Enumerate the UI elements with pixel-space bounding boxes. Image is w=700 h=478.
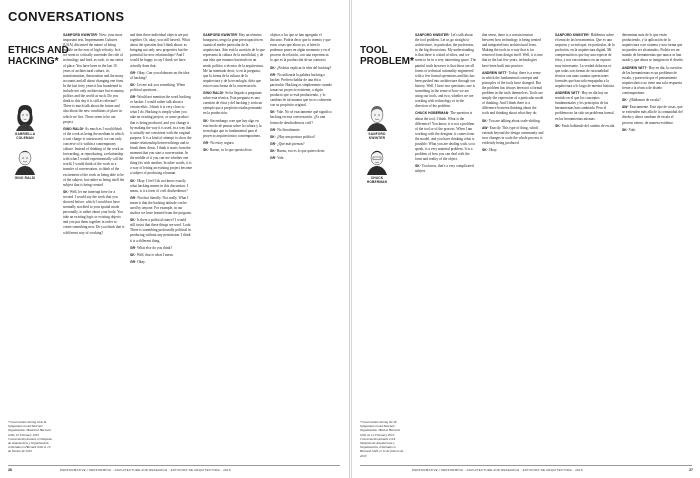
speaker-name: CHUCK HOBERMAN <box>415 111 449 116</box>
speaker-name: SK <box>130 82 135 87</box>
speaker-name: GR <box>270 141 276 146</box>
interview-paragraph <box>482 148 544 153</box>
interview-paragraph <box>270 33 332 64</box>
speaker-name: SK <box>482 118 487 123</box>
interview-paragraph <box>482 33 544 69</box>
paragraph-text: and then these individual objects are put together. Or, okay, you still haven't. What about the question that I think about: as bringing not only new properties but the potential for new relationships? And I would be happy to say I think we have actually done that. <box>130 33 190 68</box>
interview-paragraph <box>415 111 477 162</box>
speaker-name: GR <box>130 195 136 200</box>
article-column-english-1 <box>63 33 125 453</box>
speaker-name: SK <box>270 134 275 139</box>
paragraph-text: - Would not mention the word hacking or hacker. I would rather talk about a certain ethic. I think it is very close to what I do. Hacking is simply when you take an existing project, or some product that is being produced, and you change it by making the way it is used, in a way that is actually not consistent with the original purpose. It is a kind of attempt to show the innate relationship between things and to break them down. I think it starts from the moment that you start a conversation. In the middle of it you can see whether one thing fits with another. In other words, it is a way of letting an existing project become a subject of producing a human. <box>130 95 192 176</box>
interview-paragraph <box>203 91 265 116</box>
page-number: 27 <box>689 468 693 472</box>
speaker-name: SK <box>130 252 135 257</box>
interview-paragraph <box>270 73 332 109</box>
article-column-english-2 <box>130 33 192 453</box>
paragraph-text: - Okay. <box>135 259 146 264</box>
page-number: 26 <box>8 468 12 472</box>
speaker-name: GINO RALDI <box>63 126 83 131</box>
speaker-name: SK <box>622 98 627 103</box>
interview-paragraph <box>63 127 125 188</box>
interview-paragraph <box>622 128 684 133</box>
speaker-name: SK <box>270 65 275 70</box>
interview-paragraph <box>482 71 544 117</box>
speaker-name: SAMFORD KWINTER <box>203 33 237 37</box>
interview-paragraph <box>203 33 265 89</box>
interview-paragraph <box>130 246 192 251</box>
speaker-name: SK <box>622 127 627 132</box>
article-subtitle: ETHICS AND HACKING* <box>8 45 69 67</box>
paragraph-text: - No estoy seguro. <box>208 140 235 145</box>
paragraph-text: - Well, that is what I mean. <box>134 252 174 257</box>
speaker-name: ANDREW WITT <box>622 65 647 70</box>
interview-paragraph <box>270 156 332 161</box>
interview-paragraph <box>130 83 192 93</box>
paragraph-text: - Exactly. This type of thing, which extends beyond the design community and now changes in scale the whole process is evidently being produced. <box>482 125 544 145</box>
running-footer: PERFORMATIVE / PERFORMING · ARCHITECTURE AND RESEARCH · ESTUDIOS DE ARQUITECTURA · 2010 <box>412 468 583 472</box>
speaker-name: GR <box>130 70 136 75</box>
article-column-spanish-1 <box>203 33 265 453</box>
interview-paragraph <box>130 179 192 194</box>
article-column-english-1 <box>415 33 477 453</box>
speaker-name: SAMFORD KWINTER <box>63 33 97 37</box>
paragraph-text: - Bueno, es lo que quería decir. <box>207 147 253 152</box>
paragraph-text: - Now: your most important text, Impermanent Cultures (UAA) discussed the nature of being mobile on the eras of high velocity. In it we seem to critically surrender the role of technology and lead, as such, to our sense of place. You have been in the last 10 years of architectural culture, its transformation, theorization and the many accounts and all about changing one form. In the last forty years it has broadened to include not only architecture but economy, politics and the world as such. Do you think to this day it is still as relevant? There is much talk about the future and also about the new conditions of place in which we live. Those seem to be our project. <box>63 33 125 124</box>
interview-paragraph <box>415 164 477 174</box>
interview-paragraph <box>63 33 125 125</box>
portrait-caption: GABRIELLA COLEMAN <box>14 132 36 140</box>
speaker-name: AW <box>482 125 488 130</box>
paragraph-text: - No literalmente. <box>275 127 301 132</box>
interview-paragraph <box>130 95 192 177</box>
paragraph-text: - Hablemos sobre el tema de las herramientas. Que es una sorpresa y su enfoque, en particular, de la profesión, en la arquitectura digital. Mi comprensión es que hay una especie de ética, y nos encontramos en un espacio muy interesante. La verdad dolorosa es que todas son formas de racionalidad técnica con unas cuantas operaciones formales que han sido empujadas a la arquitectura a lo largo de nuestra historia. <box>555 33 615 88</box>
interview-paragraph <box>203 119 265 139</box>
paragraph-text: - Vale. <box>275 155 285 160</box>
footnote: *Conversation during the IX Symposium on Architecture Organization. Held at Harvard GSD on 12 February 2010 Conversación durante el IX Simposio de Arquitectura y Organización, celebrado en Harvard GSD, el 12 de febrero de 2010 <box>360 420 404 458</box>
running-footer: PERFORMATIVE / PERFORMING · ARCHITECTURE AND RESEARCH · ESTUDIOS DE ARQUITECTURA · 2010 <box>60 468 231 472</box>
paragraph-text: - Bueno, eso es lo que quiero decir. <box>274 148 326 153</box>
speaker-name: GR <box>130 245 136 250</box>
paragraph-text: - Hoy en día, la cuestión de las herramientas es un problema de escala, y parecería que el pensamiento arquitectónico no tiene una sola respuesta frente a la técnica de diseño contemporánea. <box>622 65 682 96</box>
portrait-caption: GINO RALDI <box>14 176 36 180</box>
interview-paragraph <box>130 253 192 258</box>
paragraph-text: - What else do you think? <box>135 245 173 250</box>
interview-paragraph <box>63 190 125 236</box>
speaker-name: SK <box>555 123 560 128</box>
interview-paragraph <box>203 141 265 146</box>
paragraph-text: - Sin embargo creo que hay algo en este modo de pensar sobre la cultura y la tecnología que es fundamental para el proyecto arquitectónico contemporáneo. <box>203 118 262 138</box>
speaker-name: SK <box>415 164 420 169</box>
speaker-name: SK <box>63 189 68 194</box>
footnote: *Conversation during Gino R. Symposium on Architecture Organization. Hosted at Harvard GSD, 10 February 2010 Conversación durante el Simposio de Arquitectura y Organización, celebrado en Harvard GSD el 10 de febrero de 2010 <box>8 420 53 454</box>
paragraph-text: - Not that literally. Not really. What I mean is that the hacking attitude can be used by anyone. For example, in our studios we have learned from the program. <box>130 195 192 216</box>
paragraph-text: - Hay un término bourguesa, tengo la gran preocupación en cuanto al medio particular de la arquitectura. Aún está la cuestión de lo que representa la cultura de la movilidad, y de una idea que estamos haciendo en un modo político o técnico de la arquitectura. Me ha intentado decir, si en la pregunta, que la forma de la cultura de la arquitectura y de la tecnología, diría que esta es una forma de la conversación. <box>203 33 265 88</box>
right-page <box>351 0 700 478</box>
speaker-name: GR <box>130 95 136 100</box>
interview-paragraph <box>130 218 192 243</box>
portrait-caption: SANFORD KWINTER <box>368 132 386 140</box>
speaker-name: AW <box>622 105 628 110</box>
interview-paragraph <box>555 124 617 129</box>
interview-paragraph <box>622 98 684 103</box>
paragraph-text: - Hoy en día hay un sentido en el que los conceptos fundamentales y los principios de las herramientas han cambiado. Pero el problema no ha sido un problema formal en las herramientas mismas. <box>555 91 614 121</box>
paragraph-text: - You are talking about scale-shifting. <box>486 118 541 123</box>
interview-paragraph <box>555 33 617 89</box>
speaker-name: SK <box>270 110 275 115</box>
speaker-name: ANDREW WITT <box>555 91 580 96</box>
footer-rule <box>360 465 692 466</box>
speaker-name: SANFORD KWINTER <box>415 33 449 37</box>
interview-paragraph <box>622 66 684 97</box>
paragraph-text: - Se ha llegado a preguntas sobre esta técnica. Esta pregunta es una cuestión de ética y del hacking y sería un ejemplo que a propósito estaba pensando en la producción. <box>203 91 263 116</box>
interview-paragraph <box>270 128 332 133</box>
interview-paragraph <box>270 135 332 140</box>
speaker-name: SK <box>203 118 208 123</box>
speaker-name: ANDREW WITT <box>482 70 507 75</box>
footer-rule <box>8 465 340 466</box>
speaker-name: GR <box>130 259 136 264</box>
speaker-name: GR <box>270 127 276 132</box>
interview-paragraph <box>130 71 192 81</box>
paragraph-text: - As much as I would think of the work as being the medium in which a vast charge is constructed, we can only conceive of it within a contemporary culture. Instead of thinking of the work as forwarding, or reproducing, a relationship with what I would experimentally call the world, I would think of the work as a transfer of conversation, to think of the excitement of the work as being able to be of the subject, but rather as being itself the subject that is being created. <box>63 126 125 187</box>
paragraph-text: - Vale. No sé exactamente qué significa hacking en esta conversación. ¿Es una forma de desobediencia civil? <box>270 110 332 125</box>
interview-paragraph <box>622 33 684 64</box>
speaker-name: GR <box>203 140 209 145</box>
interview-paragraph <box>622 105 684 125</box>
paragraph-text: determinar más de lo que están produciendo, y la aplicación de la arquitectura a un sistema y una forma que no pueden ser alcanzados. Podría ser un mundo de herramientas que nunca se han usado y que ahora se integran en el diseño. <box>622 33 684 63</box>
paragraph-text: - Is there a political stance? I would still insist that these things are used. Look: There is something profoundly political in producing without any permission. I think it is a different thing. <box>130 218 192 243</box>
speaker-name: GR <box>270 155 276 160</box>
portrait-illustration-icon <box>12 103 38 131</box>
interview-paragraph <box>415 33 477 109</box>
paragraph-text: - Okay. <box>486 147 498 152</box>
paragraph-text: - Let me ask you something. When political questions... <box>130 82 186 92</box>
portrait-illustration-icon <box>12 147 38 175</box>
interview-paragraph <box>482 126 544 146</box>
interview-paragraph <box>270 110 332 125</box>
interview-paragraph <box>130 33 192 69</box>
paragraph-text: - ¿Hay una postura política? <box>274 134 316 139</box>
paragraph-text: - The question is about the tool, I think. What is the difference? You know, it is not a problem of the tool or of the process. When I am working with the designer, it comes from the model, and you have thinking what is possible. What you are dealing with, so to speak, is a very material problem. It is a problem of how you can deal with the form and reality of the object. <box>415 111 476 162</box>
interview-paragraph <box>482 119 544 124</box>
interview-paragraph <box>555 91 617 122</box>
speaker-name: SK <box>203 147 208 152</box>
paragraph-text: - Estás hablando del cambio de escala. <box>559 123 616 128</box>
interview-paragraph <box>203 148 265 153</box>
speaker-name: SANFORD KWINTER <box>555 33 589 37</box>
paragraph-text: - Well, let me interrupt here for a second. I would say the work that you showed before, which I would not have normally ascribed to your spatial mode personally, is rather about your body. You take an existing logic or existing objects and you put them together in order to create something new. Do you think that is a different way of working? <box>63 189 125 235</box>
paragraph-text: - Okay. I feel I do not know exactly what hacking means in this discussion. I mean, is it a form of civil disobedience? <box>130 178 188 193</box>
speaker-name: SK <box>482 147 487 152</box>
paragraph-text: - Let's talk about the tool problem. Let us go straight to architecture, in particular, the profession, to the big discussions. My understanding is that there is a kind of ethos, and we seem to be in a very interesting space. The painful truth however is that those are all forms of technical rationality engineered with a few formal operations and this has been pushed into architecture through our history. Well, I have two questions: one is something in the sense of how we are using our tools, and two, whether we are working with technology or in the direction of the problem. <box>415 33 477 109</box>
paragraph-text: - ¿Podrías explicar la idea del hacking? <box>274 65 332 70</box>
speaker-name: GINO RALDI <box>203 91 223 96</box>
article-column-spanish-1 <box>555 33 617 453</box>
page-title: CONVERSATIONS <box>8 9 125 24</box>
portrait-illustration-icon <box>364 147 390 175</box>
interview-paragraph <box>270 149 332 154</box>
paragraph-text: - Okay. Can you elaborate on the idea of hacking? <box>130 70 190 80</box>
interview-paragraph <box>270 142 332 147</box>
paragraph-text: - You know, that's a very complicated subject. <box>415 164 474 174</box>
paragraph-text: - Today, there is a sense in which the fundamental concepts and principles of the tools have changed. But the problem has always been not a formal problem in the tools themselves. Tools are simply the expression of a particular mode of thinking. And I think there is a difference between thinking about the tools and thinking about what they do. <box>482 70 544 116</box>
interview-paragraph <box>130 260 192 265</box>
paragraph-text: - Vale. <box>626 127 637 132</box>
paragraph-text: - ¿Hablamos de escala? <box>626 98 661 103</box>
paragraph-text: - No utilizaría la palabra hacking o hacker. Prefiero hablar de una ética particular. Hacking es simplemente cuando tomas un proyecto existente, o algún producto que se está produciendo, y lo cambias de tal manera que no es coherente con su propósito original. <box>270 72 332 108</box>
speaker-name: SK <box>270 148 275 153</box>
article-column-spanish-2 <box>270 33 332 453</box>
portrait-caption: CHUCK HOBERMAN <box>366 176 388 184</box>
page-title: TOOL PROBLEM* <box>360 45 414 67</box>
interview-paragraph <box>130 196 192 216</box>
portrait-illustration-icon <box>364 103 390 131</box>
speaker-name: SK <box>130 178 135 183</box>
article-column-spanish-2 <box>622 33 684 453</box>
paragraph-text: that sense, there is a certain tension between how technology is being treated and integrated into architectural form. Making the tools in a way that is far removed from design itself. Well, it is true that in the last few years, technologies have been built into practice. <box>482 33 543 68</box>
speaker-name: SK <box>130 218 135 223</box>
paragraph-text: objetos a los que se han agregado el discurso. Podría decir que lo intento y que estas cosas que ahora yo, si bien lo podemos poner en algún momento y en el proceso de relación, con una experiencia lo que es la producción de un contexto. <box>270 33 331 63</box>
paragraph-text: - Exactamente. Este tipo de cosas, que se extienden más allá de la comunidad del diseño y ahora cambian de escala el proceso entero, de manera evidente. <box>622 105 683 125</box>
paragraph-text: - ¿Qué más piensas? <box>275 141 305 146</box>
interview-paragraph <box>270 66 332 71</box>
speaker-name: GR <box>270 72 276 77</box>
article-column-english-2 <box>482 33 544 453</box>
